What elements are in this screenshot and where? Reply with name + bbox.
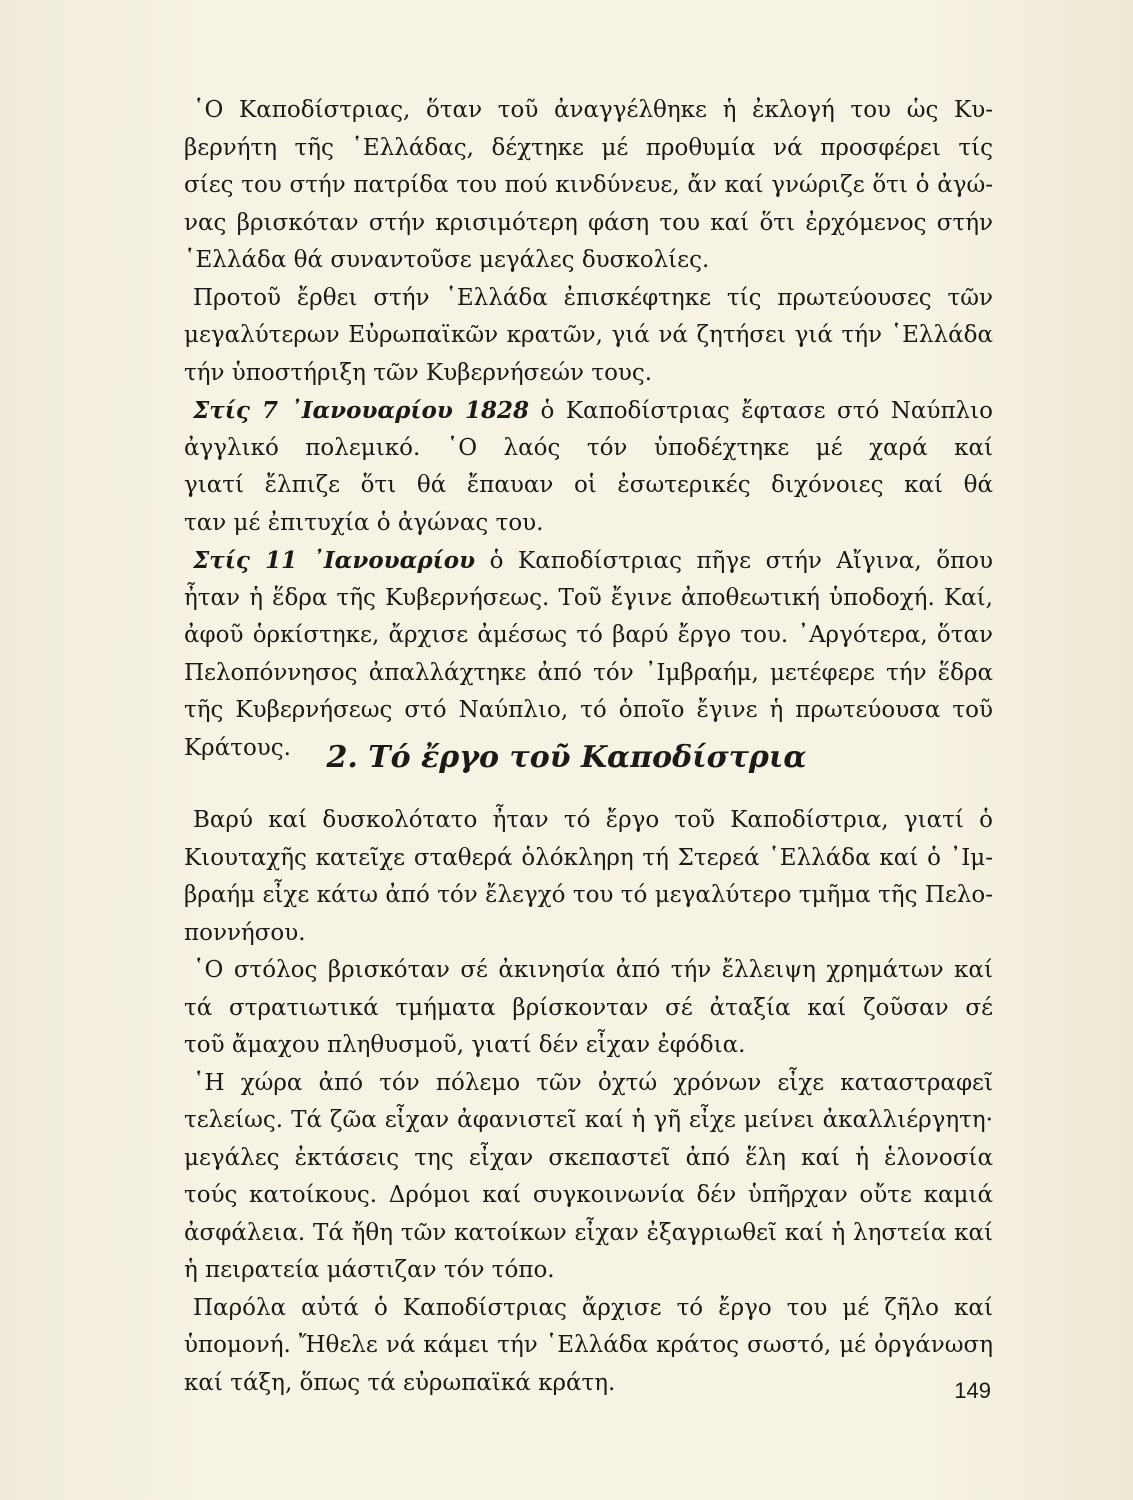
text-line: μεγάλες ἐκτάσεις της εἶχαν σκεπαστεῖ ἀπό ἕλη καί ἡ ἑλονοσία	[184, 1144, 993, 1171]
text-line: Κράτους.	[184, 734, 291, 761]
text-line: ἦταν ἡ ἕδρα τῆς Κυβερνήσεως. Τοῦ ἔγινε ἀποθεωτική ὑποδοχή. Καί,	[184, 584, 993, 611]
section-2-text	[184, 802, 993, 1402]
text-line: νας βρισκόταν στήν κρισιμότερη φάση του καί ὅτι ἐρχόμενος στήν	[184, 209, 993, 236]
date-highlight: Στίς 7 ᾽Ιανουαρίου 1828	[193, 397, 530, 424]
text-line: τῆς Κυβερνήσεως στό Ναύπλιο, τό ὁποῖο ἔγινε ἡ πρωτεύουσα τοῦ	[184, 697, 993, 723]
text-line: τήν ὑποστήριξη τῶν Κυβερνήσεών τους.	[184, 359, 653, 386]
text-line: μεγαλύτερων Εὐρωπαϊκῶν κρατῶν, γιά νά ζητήσει γιά τήν ῾Ελλάδα	[184, 322, 993, 348]
text-line: Κιουταχῆς κατεῖχε σταθερά ὁλόκληρη τή Στερεά ῾Ελλάδα καί ὁ ᾽Ιμ-	[184, 844, 993, 871]
text-line: τούς κατοίκους. Δρόμοι καί συγκοινωνία δέν ὑπῆρχαν οὔτε καμιά	[184, 1182, 993, 1208]
text-line: τελείως. Τά ζῶα εἶχαν ἀφανιστεῖ καί ἡ γῆ εἶχε μείνει ἀκαλλιέργητη·	[184, 1107, 993, 1133]
text-span: ὁ Καποδίστριας ἔφτασε στό Ναύπλιο	[540, 398, 993, 424]
text-line: ἀγγλικό πολεμικό. ῾Ο λαός τόν ὑποδέχτηκε μέ χαρά καί	[184, 434, 993, 461]
text-line: ὑπομονή. Ἤθελε νά κάμει τήν ῾Ελλάδα κράτος σωστό, μέ ὀργάνωση	[184, 1332, 993, 1358]
section-heading: 2. Τό ἔργο τοῦ Καποδίστρια	[326, 740, 807, 775]
text-line: ῾Ελλάδα θά συναντοῦσε μεγάλες δυσκολίες.	[184, 247, 710, 273]
text-line: ῾Η χώρα ἀπό τόν πόλεμο τῶν ὀχτώ χρόνων εἶχε καταστραφεῖ	[193, 1069, 993, 1096]
text-line: Πελοπόννησος ἀπαλλάχτηκε ἀπό τόν ᾽Ιμβραήμ, μετέφερε τήν ἕδρα	[184, 659, 993, 686]
text-line: τοῦ ἄμαχου πληθυσμοῦ, γιατί δέν εἶχαν ἐφόδια.	[184, 1032, 746, 1058]
paragraph-first-line	[193, 392, 993, 430]
text-line: βραήμ εἶχε κάτω ἀπό τόν ἔλεγχό του τό μεγαλύτερο τμῆμα τῆς Πελο-	[184, 882, 993, 908]
text-line: καί τάξη, ὅπως τά εὐρωπαϊκά κράτη.	[184, 1369, 616, 1396]
text-line: γιατί ἔλπιζε ὅτι θά ἔπαυαν οἱ ἐσωτερικές διχόνοιες καί θά	[184, 472, 993, 498]
text-line: Προτοῦ ἔρθει στήν ῾Ελλάδα ἐπισκέφτηκε τίς πρωτεύουσες τῶν	[193, 284, 993, 311]
text-line: ποννήσου.	[184, 919, 306, 946]
text-line: ἡ πειρατεία μάστιζαν τόν τόπο.	[184, 1257, 555, 1283]
text-line: σίες του στήν πατρίδα του πού κινδύνευε, ἄν καί γνώριζε ὅτι ὁ ἀγώ-	[184, 172, 993, 198]
text-line: τά στρατιωτικά τμήματα βρίσκονταν σέ ἀταξία καί ζοῦσαν σέ	[184, 994, 993, 1021]
text-line: βερνήτη τῆς ῾Ελλάδας, δέχτηκε μέ προθυμία νά προσφέρει τίς	[184, 134, 993, 161]
text-line: ταν μέ ἐπιτυχία ὁ ἀγώνας του.	[184, 509, 544, 536]
text-line: ἀφοῦ ὁρκίστηκε, ἄρχισε ἀμέσως τό βαρύ ἔργο του. ᾽Αργότερα, ὅταν	[184, 622, 993, 648]
text-line: ῾Ο στόλος βρισκόταν σέ ἀκινησία ἀπό τήν ἔλλειψη χρημάτων καί	[193, 957, 993, 983]
text-line: Βαρύ καί δυσκολότατο ἦταν τό ἔργο τοῦ Καποδίστρια, γιατί ὁ	[193, 807, 993, 833]
text-line: ῾Ο Καποδίστριας, ὅταν τοῦ ἀναγγέλθηκε ἡ ἐκλογή του ὡς Κυ-	[193, 97, 993, 123]
paragraph-first-line	[193, 542, 993, 580]
date-highlight: Στίς 11 ᾽Ιανουαρίου	[193, 547, 476, 574]
text-line: ἀσφάλεια. Τά ἤθη τῶν κατοίκων εἶχαν ἐξαγριωθεῖ καί ἡ ληστεία καί	[184, 1219, 993, 1246]
section-1-text	[184, 92, 993, 767]
page-number: 149	[954, 1378, 991, 1403]
text-line: Παρόλα αὐτά ὁ Καποδίστριας ἄρχισε τό ἔργο του μέ ζῆλο καί	[193, 1294, 993, 1321]
text-span: ὁ Καποδίστριας πῆγε στήν Αἴγινα, ὅπου	[475, 548, 993, 574]
